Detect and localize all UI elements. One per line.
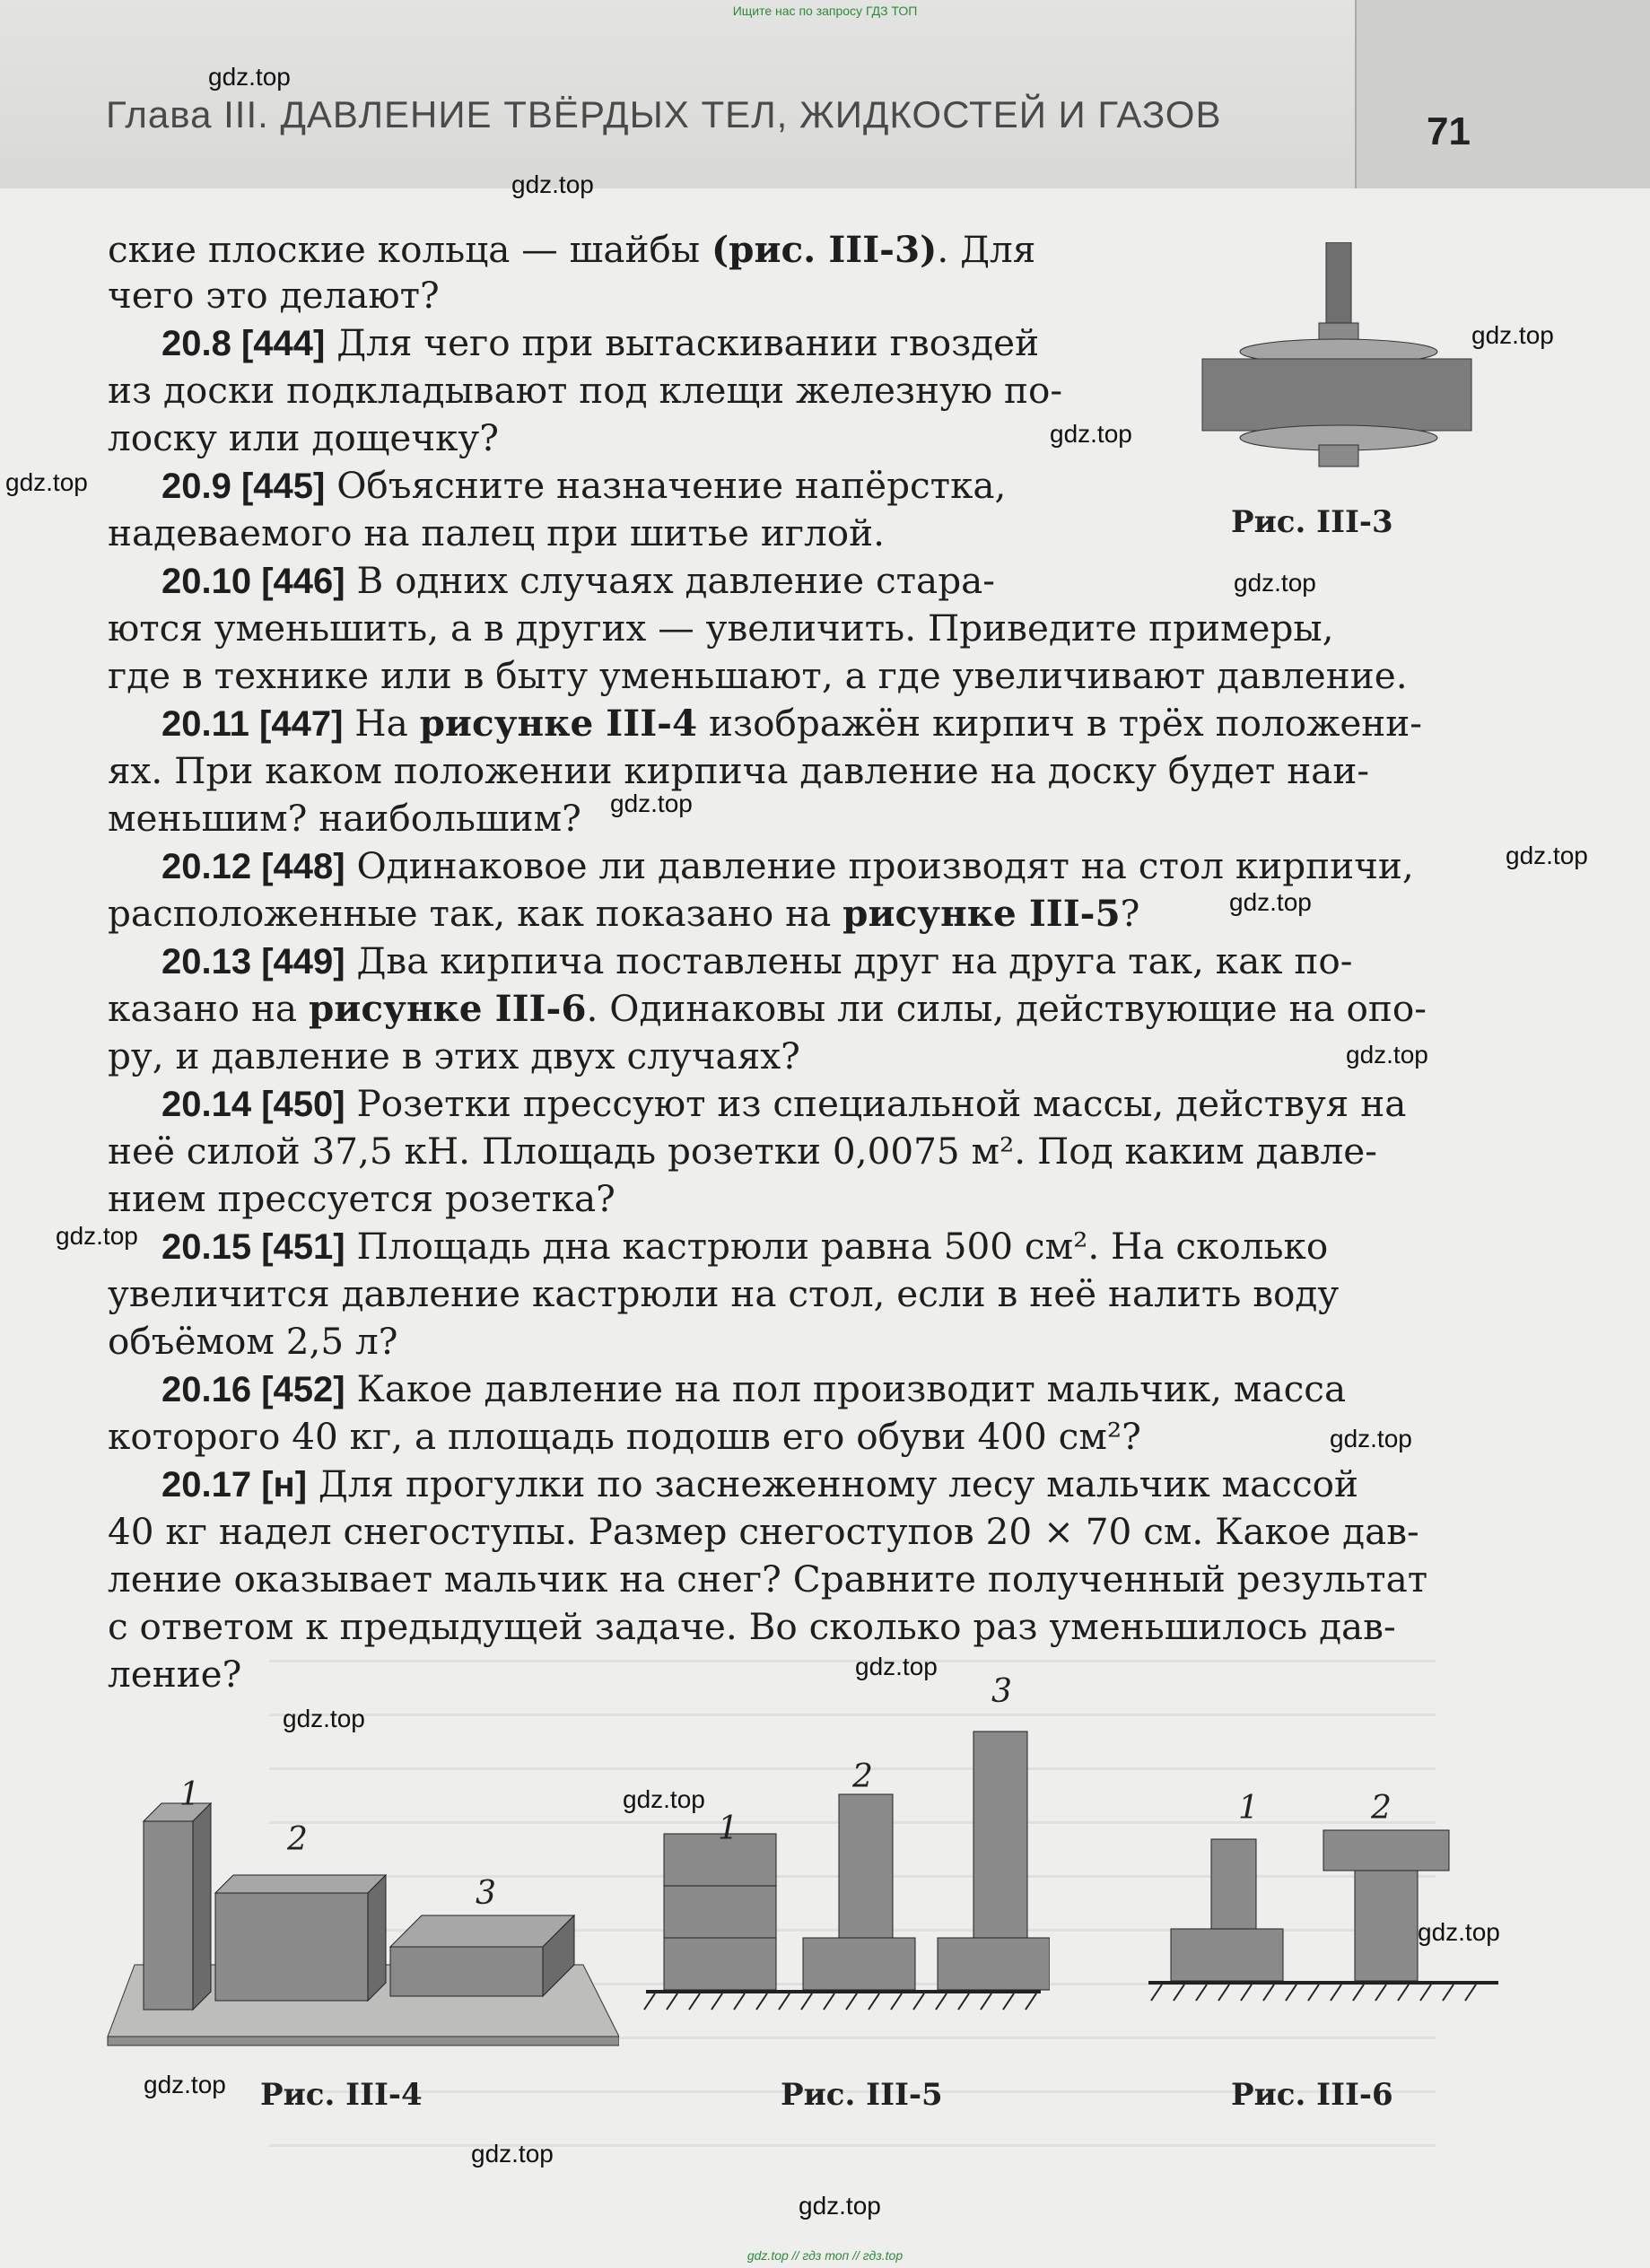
watermark: gdz.top bbox=[1050, 420, 1132, 448]
problem-20-10-line-3: где в технике или в быту уменьшают, а где увеличивают давление. bbox=[108, 654, 1408, 697]
problem-20-16-line-2: которого 40 кг, а площадь подошв его обуви 400 см²? bbox=[108, 1415, 1141, 1458]
watermark: gdz.top bbox=[5, 468, 88, 496]
fig4-label-1: 1 bbox=[179, 1776, 200, 1813]
problem-20-13: 20.13 [449] Два кирпича поставлены друг на друга так, как по- bbox=[162, 939, 1353, 982]
fig5-label-1: 1 bbox=[718, 1810, 738, 1847]
group-2-brick-upright bbox=[839, 1794, 893, 1938]
figure-iii-5 bbox=[637, 1705, 1050, 2054]
watermark: gdz.top bbox=[610, 789, 693, 817]
problem-20-15-line-3: объёмом 2,5 л? bbox=[108, 1320, 398, 1363]
watermark: gdz.top bbox=[56, 1222, 138, 1250]
problem-20-17-line-4: с ответом к предыдущей задаче. Во сколько раз уменьшилось дав- bbox=[108, 1605, 1396, 1648]
problem-20-8-line-3: лоску или дощечку? bbox=[108, 416, 499, 459]
watermark: gdz.top bbox=[1471, 321, 1554, 349]
figure-iii-3 bbox=[1193, 242, 1480, 484]
problem-20-8: 20.8 [444] Для чего при вытаскивании гвоздей bbox=[162, 321, 1040, 364]
watermark: gdz.top bbox=[855, 1653, 938, 1680]
problem-20-17: 20.17 [н] Для прогулки по заснеженному лесу мальчик массой bbox=[162, 1462, 1359, 1505]
page-number: 71 bbox=[1427, 109, 1471, 153]
group-3-brick-base bbox=[938, 1938, 1050, 1990]
bottom-note: gdz.top // гдз топ // гдз.top bbox=[746, 2248, 904, 2263]
intro-line-2: чего это делают? bbox=[108, 274, 440, 317]
problem-20-17-line-3: ление оказывает мальчик на снег? Сравните полученный результат bbox=[108, 1557, 1428, 1601]
watermark: gdz.top bbox=[1418, 1918, 1500, 1946]
problem-20-8-line-2: из доски подкладывают под клещи железную по- bbox=[108, 369, 1063, 412]
caption-iii-4: Рис. III-4 bbox=[260, 2077, 423, 2113]
page-number-box bbox=[1355, 0, 1650, 188]
watermark: gdz.top bbox=[144, 2071, 226, 2098]
problem-20-10-line-2: ются уменьшить, а в других — увеличить. Приведите примеры, bbox=[108, 606, 1334, 650]
problem-20-11-line-3: меньшим? наибольшим? bbox=[108, 797, 581, 840]
watermark: gdz.top bbox=[1346, 1041, 1428, 1069]
intro-line-1: ские плоские кольца — шайбы (рис. III-3). Для bbox=[108, 228, 1036, 271]
problem-20-17-line-5: ление? bbox=[108, 1653, 242, 1696]
top-note: Ищите нас по запросу ГДЗ ТОП bbox=[732, 4, 918, 18]
caption-iii-5: Рис. III-5 bbox=[781, 2077, 943, 2113]
problem-20-17-line-2: 40 кг надел снегоступы. Размер снегоступов 20 × 70 см. Какое дав- bbox=[108, 1510, 1419, 1553]
fig6-label-1: 1 bbox=[1238, 1790, 1259, 1827]
problem-20-15: 20.15 [451] Площадь дна кастрюли равна 500 см². На сколько bbox=[162, 1225, 1329, 1268]
problem-20-11-line-2: ях. При каком положении кирпича давление на доску будет наи- bbox=[108, 749, 1370, 792]
fig4-label-2: 2 bbox=[287, 1821, 308, 1858]
watermark: gdz.top bbox=[623, 1785, 705, 1813]
watermark: gdz.top bbox=[511, 170, 594, 198]
problem-20-12-line-2: расположенные так, как показано на рисунке III-5? bbox=[108, 892, 1140, 935]
fig6-label-2: 2 bbox=[1371, 1790, 1392, 1827]
watermark: gdz.top bbox=[283, 1705, 365, 1732]
case-1-brick-upright bbox=[1211, 1839, 1256, 1929]
group-2-brick-base bbox=[803, 1938, 915, 1990]
case-1-brick-base bbox=[1171, 1929, 1283, 1981]
watermark: gdz.top bbox=[208, 63, 291, 91]
caption-iii-3: Рис. III-3 bbox=[1231, 504, 1393, 540]
problem-20-11: 20.11 [447] На рисунке III-4 изображён кирпич в трёх положени- bbox=[162, 702, 1422, 745]
fig5-label-3: 3 bbox=[991, 1673, 1012, 1710]
problem-20-15-line-2: увеличится давление кастрюли на стол, если в неё налить воду bbox=[108, 1272, 1340, 1315]
problem-20-14-line-3: нием прессуется розетка? bbox=[108, 1177, 615, 1220]
watermark: gdz.top bbox=[1506, 842, 1588, 869]
problem-20-16: 20.16 [452] Какое давление на пол производит мальчик, масса bbox=[162, 1367, 1347, 1410]
fig5-label-2: 2 bbox=[852, 1758, 873, 1795]
case-2-brick-top bbox=[1323, 1830, 1449, 1871]
brick-1 bbox=[144, 1821, 193, 2010]
problem-20-13-line-3: ру, и давление в этих двух случаях? bbox=[108, 1034, 800, 1077]
problem-20-14: 20.14 [450] Розетки прессуют из специальной массы, действуя на bbox=[162, 1082, 1407, 1125]
watermark: gdz.top bbox=[799, 2192, 881, 2220]
watermark: gdz.top bbox=[471, 2140, 554, 2168]
problem-20-9: 20.9 [445] Объясните назначение напёрстка, bbox=[162, 464, 1007, 507]
group-1-brick-middle bbox=[664, 1886, 776, 1938]
chapter-title: Глава III. ДАВЛЕНИЕ ТВЁРДЫХ ТЕЛ, ЖИДКОСТЕЙ И ГАЗОВ bbox=[106, 93, 1222, 135]
watermark: gdz.top bbox=[1229, 888, 1312, 916]
bolt-head bbox=[1319, 445, 1358, 467]
plank bbox=[1202, 359, 1471, 431]
problem-20-13-line-2: казано на рисунке III-6. Одинаковы ли силы, действующие на опо- bbox=[108, 987, 1427, 1030]
problem-20-9-line-2: надеваемого на палец при шитье иглой. bbox=[108, 511, 886, 554]
case-2-brick-upright bbox=[1355, 1871, 1418, 1981]
watermark: gdz.top bbox=[1330, 1425, 1412, 1452]
group-1-brick-bottom bbox=[664, 1938, 776, 1990]
problem-20-14-line-2: неё силой 37,5 кН. Площадь розетки 0,0075 м². Под каким давле- bbox=[108, 1130, 1377, 1173]
figure-iii-4 bbox=[99, 1785, 619, 2054]
brick-3 bbox=[390, 1947, 543, 1996]
brick-2 bbox=[215, 1893, 368, 2001]
group-3-brick-upright bbox=[973, 1732, 1027, 1938]
fig4-label-3: 3 bbox=[476, 1875, 496, 1912]
problem-20-10: 20.10 [446] В одних случаях давление стара- bbox=[162, 559, 995, 602]
watermark: gdz.top bbox=[1234, 569, 1316, 597]
problem-20-12: 20.12 [448] Одинаковое ли давление производят на стол кирпичи, bbox=[162, 844, 1414, 887]
caption-iii-6: Рис. III-6 bbox=[1231, 2077, 1393, 2113]
